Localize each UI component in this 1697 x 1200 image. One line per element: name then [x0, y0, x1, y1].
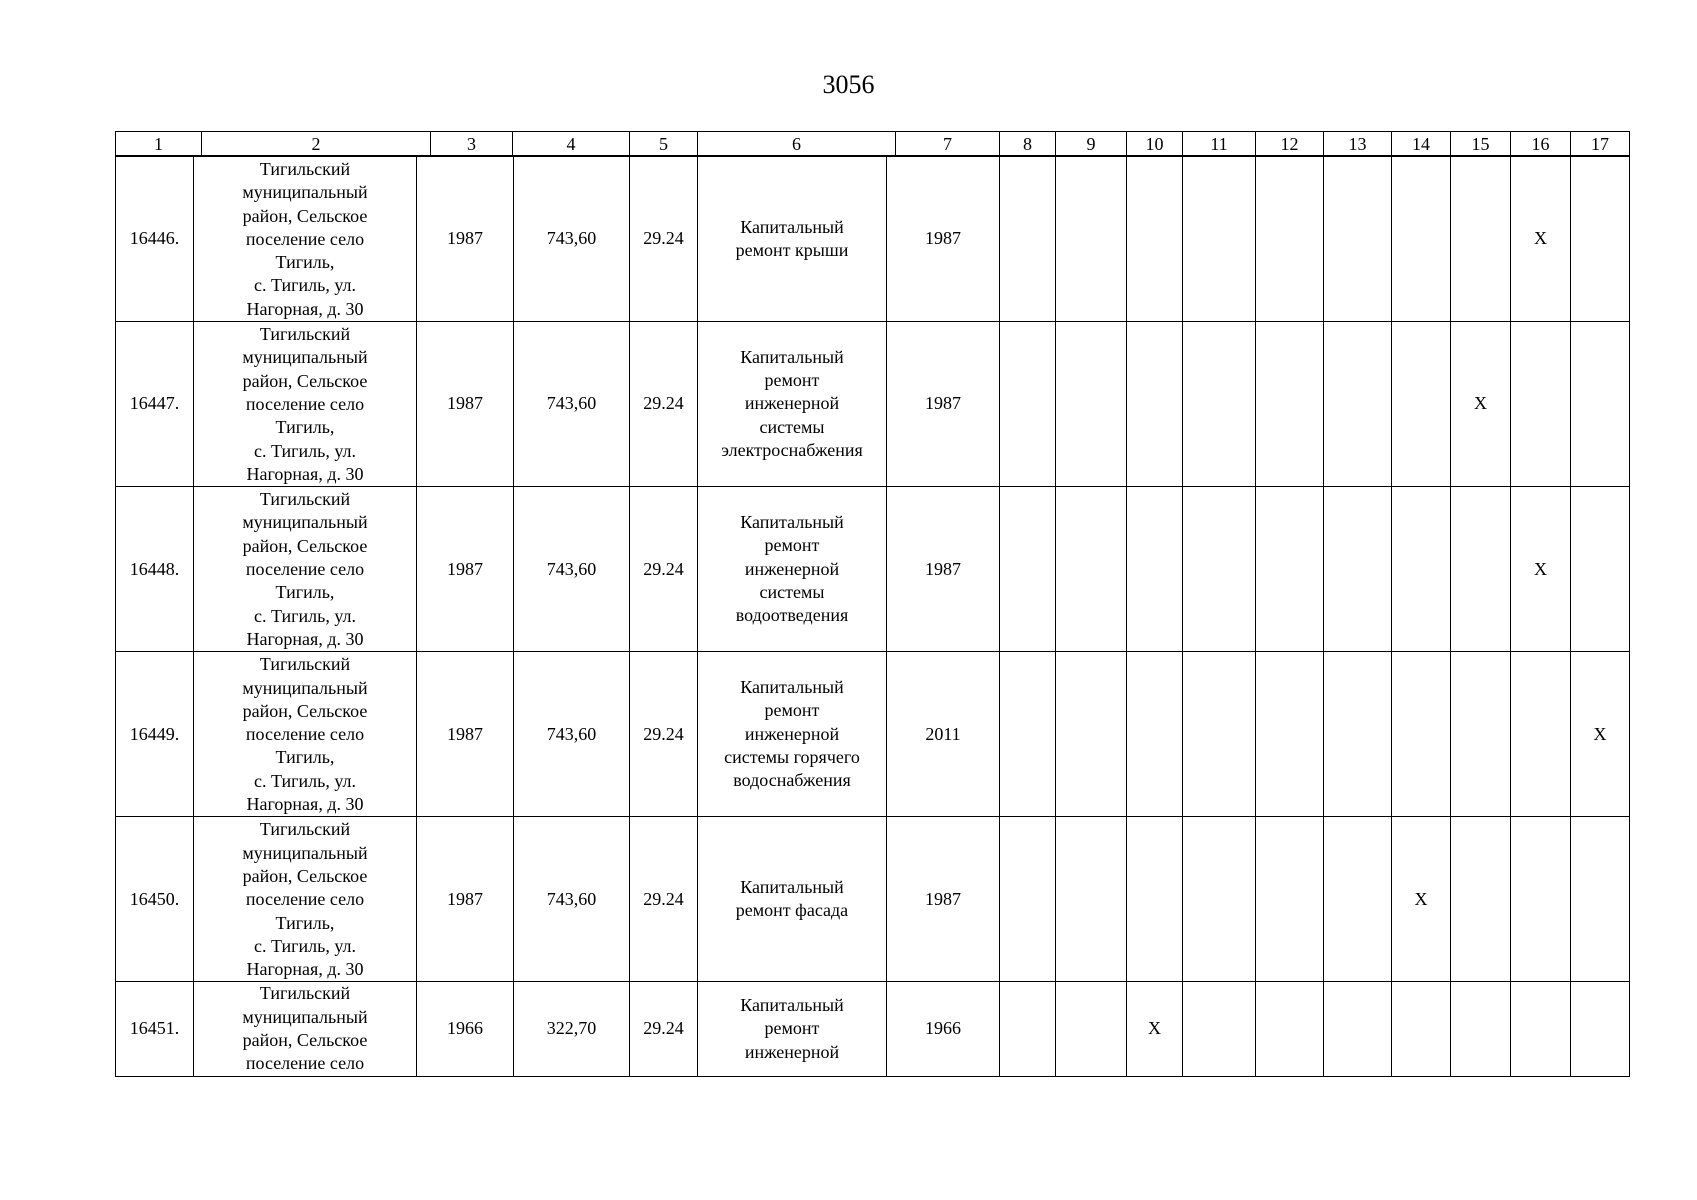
- empty-cell-col-8: [1000, 982, 1056, 1076]
- table-row: [116, 817, 1630, 982]
- empty-cell-col-17: [1571, 157, 1630, 322]
- address-cell-line: Нагорная, д. 30: [246, 959, 364, 980]
- empty-cell-col-13: [1324, 817, 1392, 982]
- address-cell-line: Тигиль,: [275, 747, 335, 768]
- mark-cell-col-17: X: [1571, 652, 1630, 817]
- work-type-cell-line: Капитальный: [740, 877, 844, 898]
- work-type-cell-line: Капитальный: [740, 216, 844, 237]
- work-type-cell-line: водоотведения: [735, 605, 849, 626]
- empty-cell-col-10: [1127, 487, 1183, 652]
- empty-cell-col-14: [1392, 157, 1451, 322]
- address-cell-line: район, Сельское: [242, 1029, 368, 1050]
- address-cell-line: с. Тигиль, ул.: [253, 440, 357, 461]
- table-row: [116, 487, 1630, 652]
- mark-cell-col-16: X: [1511, 487, 1571, 652]
- column-number-15: 15: [1451, 132, 1511, 156]
- empty-cell-col-12: [1256, 652, 1324, 817]
- empty-cell-col-10: [1127, 817, 1183, 982]
- header-row: [116, 132, 1630, 156]
- address-cell: [194, 817, 417, 982]
- column-number-17: 17: [1571, 132, 1630, 156]
- work-type-cell-line: ремонт: [764, 535, 820, 556]
- empty-cell-col-17: [1571, 487, 1630, 652]
- empty-cell-col-12: [1256, 487, 1324, 652]
- address-cell-line: Тигиль,: [275, 252, 335, 273]
- column-number-1: 1: [116, 132, 202, 156]
- work-type-cell-line: электроснабжения: [721, 440, 863, 461]
- empty-cell-col-16: [1511, 652, 1571, 817]
- work-type-cell-line: Капитальный: [740, 511, 844, 532]
- registry-table: [115, 156, 1630, 1077]
- column-number-7: 7: [896, 132, 1000, 156]
- work-type-cell-line: Капитальный: [740, 346, 844, 367]
- table-row: [116, 322, 1630, 487]
- empty-cell-col-9: [1056, 487, 1127, 652]
- column-number-3: 3: [431, 132, 513, 156]
- empty-cell-col-17: [1571, 817, 1630, 982]
- address-cell-line: район, Сельское: [242, 700, 368, 721]
- column-number-8: 8: [1000, 132, 1056, 156]
- work-type-cell-line: системы: [759, 581, 825, 602]
- empty-cell-col-14: [1392, 982, 1451, 1076]
- empty-cell-col-11: [1183, 487, 1256, 652]
- empty-cell-col-9: [1056, 652, 1127, 817]
- address-cell-line: Тигильский: [259, 159, 351, 179]
- column-number-9: 9: [1056, 132, 1127, 156]
- empty-cell-col-17: [1571, 322, 1630, 487]
- column-number-6: 6: [698, 132, 896, 156]
- address-cell-line: с. Тигиль, ул.: [253, 770, 357, 791]
- column-number-12: 12: [1256, 132, 1324, 156]
- empty-cell-col-9: [1056, 157, 1127, 322]
- empty-cell-col-14: [1392, 652, 1451, 817]
- table-row: [116, 982, 1630, 1076]
- empty-cell-col-12: [1256, 817, 1324, 982]
- address-cell-line: Нагорная, д. 30: [246, 628, 364, 649]
- address-cell-line: Тигильский: [259, 654, 351, 675]
- build-year-cell: 1987: [417, 817, 514, 982]
- work-type-cell: [698, 157, 887, 322]
- row-id: 16451.: [116, 982, 194, 1076]
- empty-cell-col-16: [1511, 982, 1571, 1076]
- address-cell-line: Нагорная, д. 30: [246, 463, 364, 484]
- code-cell: 29.24: [630, 487, 698, 652]
- work-type-cell: [698, 487, 887, 652]
- column-number-5: 5: [630, 132, 698, 156]
- empty-cell-col-10: [1127, 157, 1183, 322]
- table-row: [116, 652, 1630, 817]
- work-type-cell-line: ремонт: [764, 370, 820, 391]
- work-type-cell-line: системы горячего: [724, 746, 860, 767]
- address-cell-line: поселение село: [245, 724, 365, 745]
- work-type-cell-line: инженерной: [744, 558, 840, 579]
- address-cell-line: Тигильский: [259, 324, 351, 345]
- empty-cell-col-11: [1183, 652, 1256, 817]
- empty-cell-col-9: [1056, 322, 1127, 487]
- address-cell: [194, 652, 417, 817]
- work-type-cell: [698, 652, 887, 817]
- empty-cell-col-12: [1256, 157, 1324, 322]
- empty-cell-col-13: [1324, 322, 1392, 487]
- empty-cell-col-14: [1392, 322, 1451, 487]
- address-cell: [194, 982, 417, 1076]
- empty-cell-col-13: [1324, 487, 1392, 652]
- empty-cell-col-17: [1571, 982, 1630, 1076]
- work-type-cell-line: ремонт крыши: [735, 240, 849, 261]
- mark-cell-col-14: X: [1392, 817, 1451, 982]
- column-number-header: [115, 131, 1630, 156]
- work-type-cell-line: Капитальный: [740, 995, 844, 1016]
- area-cell: 743,60: [514, 322, 630, 487]
- empty-cell-col-13: [1324, 982, 1392, 1076]
- code-cell: 29.24: [630, 322, 698, 487]
- empty-cell-col-13: [1324, 652, 1392, 817]
- repair-year-cell: 1987: [887, 487, 1000, 652]
- work-type-cell-line: инженерной: [744, 1041, 840, 1062]
- empty-cell-col-8: [1000, 817, 1056, 982]
- address-cell: [194, 157, 417, 322]
- empty-cell-col-15: [1451, 157, 1511, 322]
- work-type-cell-line: ремонт: [764, 1018, 820, 1039]
- empty-cell-col-11: [1183, 157, 1256, 322]
- empty-cell-col-16: [1511, 322, 1571, 487]
- work-type-cell-line: ремонт фасада: [735, 900, 849, 921]
- address-cell-line: Тигиль,: [275, 912, 335, 933]
- address-cell-line: Тигильский: [259, 489, 351, 510]
- code-cell: 29.24: [630, 652, 698, 817]
- address-cell-line: муниципальный: [242, 512, 368, 533]
- empty-cell-col-10: [1127, 652, 1183, 817]
- area-cell: 743,60: [514, 157, 630, 322]
- column-number-13: 13: [1324, 132, 1392, 156]
- empty-cell-col-8: [1000, 487, 1056, 652]
- empty-cell-col-15: [1451, 982, 1511, 1076]
- row-id: 16448.: [116, 487, 194, 652]
- empty-cell-col-15: [1451, 652, 1511, 817]
- column-number-10: 10: [1127, 132, 1183, 156]
- code-cell: 29.24: [630, 157, 698, 322]
- repair-year-cell: 1987: [887, 817, 1000, 982]
- work-type-cell: [698, 982, 887, 1076]
- build-year-cell: 1966: [417, 982, 514, 1076]
- address-cell-line: муниципальный: [242, 182, 368, 203]
- code-cell: 29.24: [630, 817, 698, 982]
- mark-cell-col-16: X: [1511, 157, 1571, 322]
- work-type-cell-line: инженерной: [744, 393, 840, 414]
- build-year-cell: 1987: [417, 157, 514, 322]
- empty-cell-col-12: [1256, 982, 1324, 1076]
- address-cell-line: Тигильский: [259, 819, 351, 840]
- repair-year-cell: 1987: [887, 322, 1000, 487]
- address-cell-line: поселение село: [245, 228, 365, 249]
- address-cell-line: поселение село: [245, 393, 365, 414]
- address-cell-line: с. Тигиль, ул.: [253, 275, 357, 296]
- repair-year-cell: 1966: [887, 982, 1000, 1076]
- empty-cell-col-9: [1056, 817, 1127, 982]
- work-type-cell-line: ремонт: [764, 700, 820, 721]
- work-type-cell: [698, 322, 887, 487]
- table-row: [116, 157, 1630, 322]
- address-cell-line: муниципальный: [242, 842, 368, 863]
- row-id: 16447.: [116, 322, 194, 487]
- row-id: 16450.: [116, 817, 194, 982]
- address-cell-line: поселение село: [245, 1053, 365, 1074]
- row-id: 16446.: [116, 157, 194, 322]
- column-number-2: 2: [202, 132, 431, 156]
- build-year-cell: 1987: [417, 322, 514, 487]
- work-type-cell-line: Капитальный: [740, 677, 844, 698]
- area-cell: 743,60: [514, 487, 630, 652]
- empty-cell-col-15: [1451, 817, 1511, 982]
- work-type-cell-line: водоснабжения: [733, 770, 851, 791]
- address-cell-line: Нагорная, д. 30: [246, 298, 364, 319]
- address-cell: [194, 487, 417, 652]
- address-cell-line: муниципальный: [242, 677, 368, 698]
- address-cell-line: Тигиль,: [275, 582, 335, 603]
- address-cell-line: район, Сельское: [242, 865, 368, 886]
- address-cell-line: поселение село: [245, 889, 365, 910]
- column-number-16: 16: [1511, 132, 1571, 156]
- address-cell-line: муниципальный: [242, 347, 368, 368]
- empty-cell-col-10: [1127, 322, 1183, 487]
- repair-year-cell: 1987: [887, 157, 1000, 322]
- empty-cell-col-8: [1000, 157, 1056, 322]
- area-cell: 743,60: [514, 817, 630, 982]
- work-type-cell: [698, 817, 887, 982]
- code-cell: 29.24: [630, 982, 698, 1076]
- address-cell-line: с. Тигиль, ул.: [253, 935, 357, 956]
- mark-cell-col-10: X: [1127, 982, 1183, 1076]
- address-cell-line: район, Сельское: [242, 535, 368, 556]
- build-year-cell: 1987: [417, 652, 514, 817]
- address-cell-line: Тигильский: [259, 983, 351, 1004]
- address-cell: [194, 322, 417, 487]
- row-id: 16449.: [116, 652, 194, 817]
- empty-cell-col-11: [1183, 322, 1256, 487]
- address-cell-line: поселение село: [245, 559, 365, 580]
- work-type-cell-line: инженерной: [744, 723, 840, 744]
- column-number-11: 11: [1183, 132, 1256, 156]
- address-cell-line: район, Сельское: [242, 370, 368, 391]
- page-number: 3056: [822, 70, 875, 99]
- address-cell-line: Нагорная, д. 30: [246, 794, 364, 815]
- address-cell-line: район, Сельское: [242, 205, 368, 226]
- empty-cell-col-8: [1000, 322, 1056, 487]
- mark-cell-col-15: X: [1451, 322, 1511, 487]
- empty-cell-col-14: [1392, 487, 1451, 652]
- address-cell-line: Тигиль,: [275, 417, 335, 438]
- empty-cell-col-13: [1324, 157, 1392, 322]
- column-number-14: 14: [1392, 132, 1451, 156]
- table-body: [116, 157, 1630, 1077]
- address-cell-line: муниципальный: [242, 1006, 368, 1027]
- empty-cell-col-12: [1256, 322, 1324, 487]
- address-cell-line: с. Тигиль, ул.: [253, 605, 357, 626]
- empty-cell-col-9: [1056, 982, 1127, 1076]
- area-cell: 322,70: [514, 982, 630, 1076]
- empty-cell-col-8: [1000, 652, 1056, 817]
- empty-cell-col-16: [1511, 817, 1571, 982]
- column-number-4: 4: [513, 132, 630, 156]
- area-cell: 743,60: [514, 652, 630, 817]
- work-type-cell-line: системы: [759, 416, 825, 437]
- repair-year-cell: 2011: [887, 652, 1000, 817]
- build-year-cell: 1987: [417, 487, 514, 652]
- empty-cell-col-15: [1451, 487, 1511, 652]
- empty-cell-col-11: [1183, 817, 1256, 982]
- empty-cell-col-11: [1183, 982, 1256, 1076]
